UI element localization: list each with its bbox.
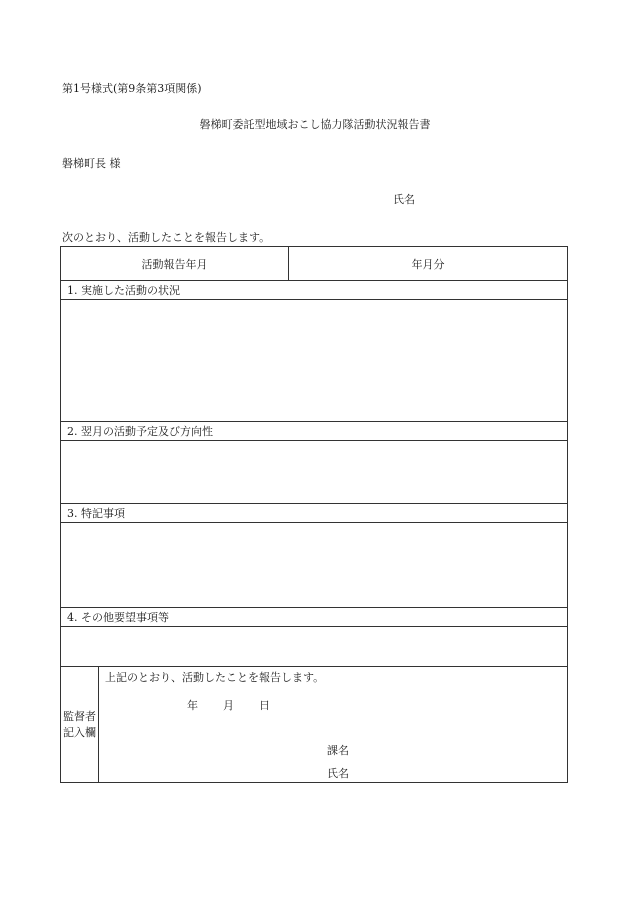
section-3-body-row: [61, 523, 568, 608]
section-name-label: 課名: [327, 744, 349, 757]
addressee: 磐梯町長 様: [62, 157, 121, 170]
report-month-label: 活動報告年月: [61, 247, 289, 281]
supervisor-statement: 上記のとおり、活動したことを報告します。: [105, 671, 325, 684]
supervisor-label-line1: 監督者: [63, 709, 96, 723]
section-4-body-row: [61, 627, 568, 667]
supervisor-row: [61, 667, 568, 783]
applicant-name-label: 氏名: [393, 193, 415, 206]
supervisor-label-line2: 記入欄: [63, 725, 96, 739]
report-month-row: [61, 247, 568, 281]
form-number: 第1号様式(第9条第3項関係): [62, 82, 202, 95]
section-1-body-row: [61, 300, 568, 422]
section-3-content-area[interactable]: [61, 523, 568, 608]
supervisor-label: [61, 667, 99, 783]
section-1-header-row: [61, 281, 568, 300]
section-4-title: 4. その他要望事項等: [61, 608, 568, 627]
date-day-label: 日: [259, 699, 270, 712]
date-month-label: 月: [223, 699, 234, 712]
section-4-header-row: [61, 608, 568, 627]
section-2-body-row: [61, 441, 568, 504]
section-2-header-row: [61, 422, 568, 441]
intro-text: 次のとおり、活動したことを報告します。: [62, 231, 271, 244]
date-year-label: 年: [187, 699, 198, 712]
section-1-title: 1. 実施した活動の状況: [61, 281, 568, 300]
supervisor-name-label: 氏名: [327, 767, 349, 780]
section-1-content-area[interactable]: [61, 300, 568, 422]
section-3-title: 3. 特記事項: [61, 504, 568, 523]
report-form-table: [60, 246, 568, 783]
report-month-value: 年月分: [289, 247, 568, 281]
section-2-title: 2. 翌月の活動予定及び方向性: [61, 422, 568, 441]
section-3-header-row: [61, 504, 568, 523]
section-2-content-area[interactable]: [61, 441, 568, 504]
supervisor-content: [99, 667, 568, 783]
section-4-content-area[interactable]: [61, 627, 568, 667]
document-title: 磐梯町委託型地域おこし協力隊活動状況報告書: [199, 118, 431, 131]
